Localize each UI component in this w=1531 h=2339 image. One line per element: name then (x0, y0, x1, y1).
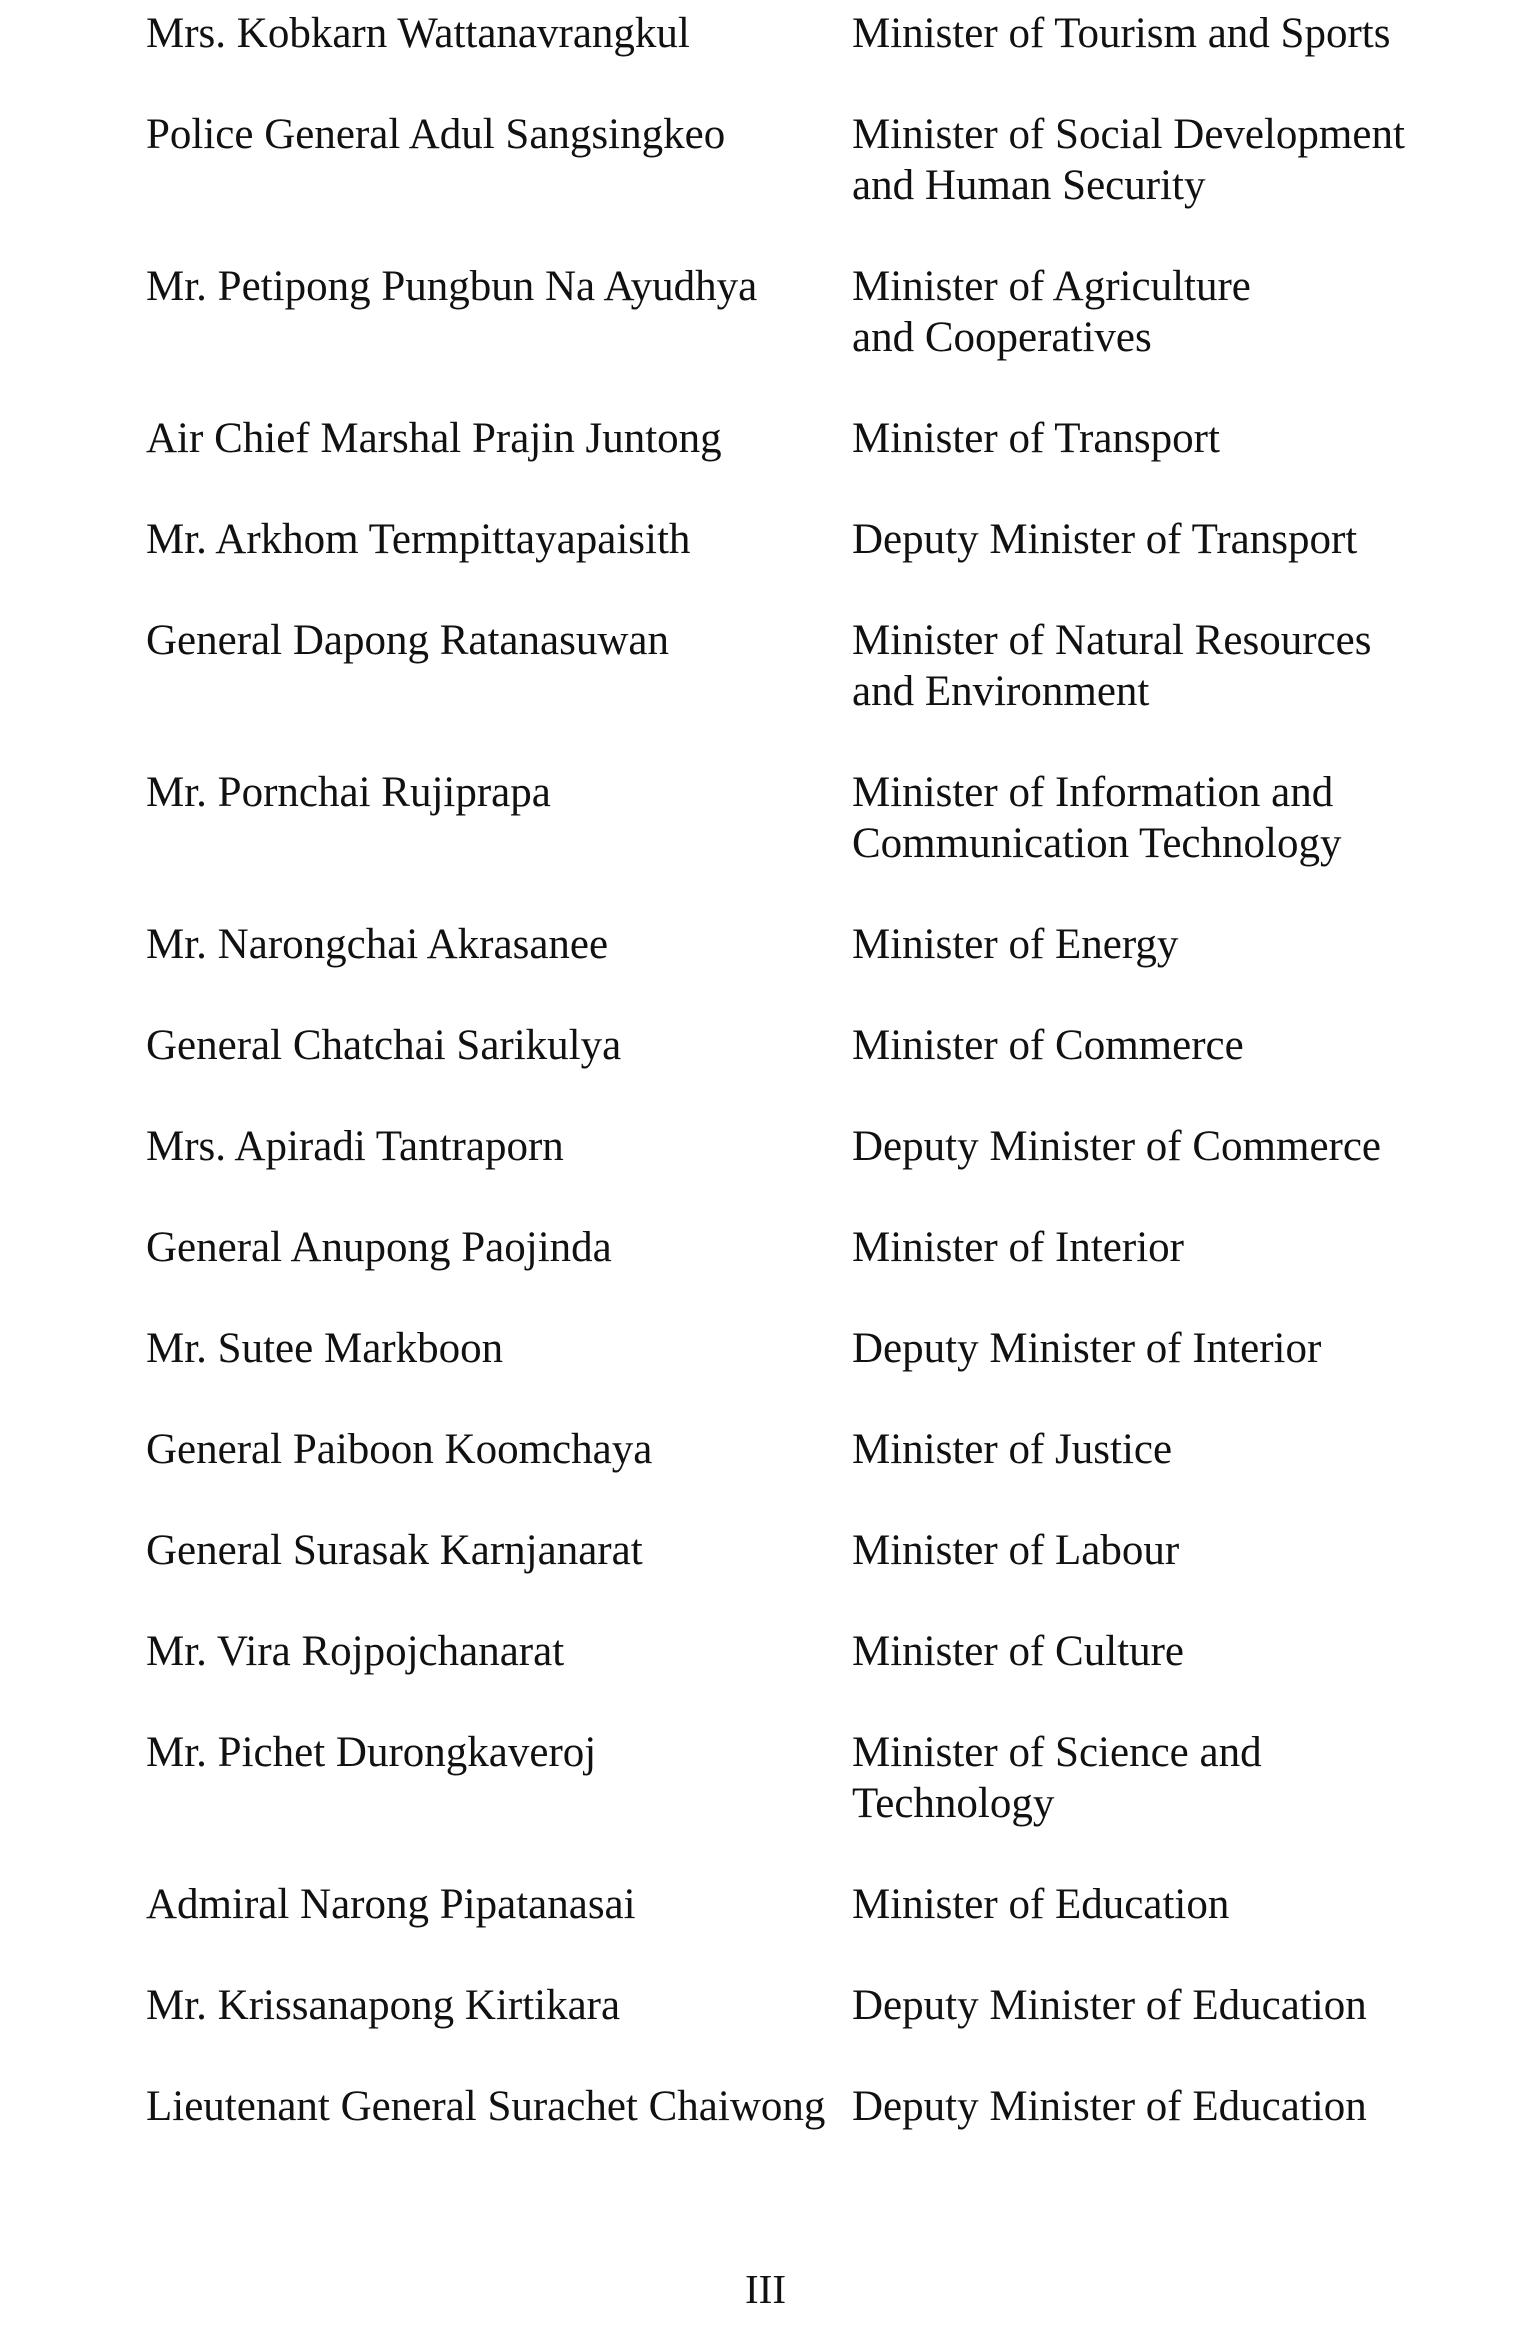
roster-row (146, 413, 1436, 464)
roster-row (146, 2081, 1436, 2132)
roster-row (146, 1020, 1436, 1071)
member-name: Mr. Vira Rojpojchanarat (146, 1628, 565, 1675)
roster-row (146, 1525, 1436, 1576)
member-position: Minister of Interior (852, 1224, 1184, 1271)
member-position: Minister of Education (852, 1881, 1230, 1928)
roster-row (146, 615, 1436, 717)
member-position: Minister of Tourism and Sports (852, 10, 1391, 57)
roster-row (146, 1980, 1436, 2031)
member-name: Mr. Narongchai Akrasanee (146, 921, 609, 968)
roster-row (146, 1222, 1436, 1273)
member-position: Deputy Minister of Education (852, 1982, 1367, 2029)
member-name: Mr. Petipong Pungbun Na Ayudhya (146, 263, 758, 310)
member-position: Deputy Minister of Transport (852, 516, 1358, 563)
member-name: Air Chief Marshal Prajin Juntong (146, 415, 722, 462)
member-position: Minister of Science and Technology (852, 1729, 1262, 1827)
member-name: Mr. Pornchai Rujiprapa (146, 769, 551, 816)
member-position: Minister of Justice (852, 1426, 1173, 1473)
member-name: Mr. Arkhom Termpittayapaisith (146, 516, 691, 563)
member-name: General Anupong Paojinda (146, 1224, 612, 1271)
roster-row (146, 1626, 1436, 1677)
roster-row (146, 1121, 1436, 1172)
roster-row (146, 1879, 1436, 1930)
roster-row (146, 767, 1436, 869)
cabinet-roster (146, 8, 1436, 2182)
member-position: Deputy Minister of Education (852, 2083, 1367, 2130)
member-position: Minister of Commerce (852, 1022, 1244, 1069)
member-name: Lieutenant General Surachet Chaiwong (146, 2083, 826, 2130)
roster-row (146, 109, 1436, 211)
member-position: Minister of Social Development and Human Security (852, 111, 1405, 209)
roster-row (146, 1424, 1436, 1475)
member-position: Deputy Minister of Commerce (852, 1123, 1382, 1170)
member-position: Minister of Natural Resources and Environment (852, 617, 1372, 715)
member-name: Admiral Narong Pipatanasai (146, 1881, 636, 1928)
member-position: Deputy Minister of Interior (852, 1325, 1322, 1372)
member-position: Minister of Agriculture and Cooperatives (852, 263, 1251, 361)
member-name: General Chatchai Sarikulya (146, 1022, 622, 1069)
roster-row (146, 8, 1436, 59)
member-name: Mr. Krissanapong Kirtikara (146, 1982, 621, 2029)
roster-row (146, 1727, 1436, 1829)
member-name: Mr. Sutee Markboon (146, 1325, 504, 1372)
member-position: Minister of Information and Communication Technology (852, 769, 1342, 867)
member-position: Minister of Energy (852, 921, 1179, 968)
member-name: General Surasak Karnjanarat (146, 1527, 643, 1574)
roster-row (146, 1323, 1436, 1374)
roster-row (146, 514, 1436, 565)
member-position: Minister of Labour (852, 1527, 1180, 1574)
member-position: Minister of Transport (852, 415, 1220, 462)
member-name: Mrs. Apiradi Tantraporn (146, 1123, 564, 1170)
member-name: Police General Adul Sangsingkeo (146, 111, 726, 158)
member-name: Mrs. Kobkarn Wattanavrangkul (146, 10, 690, 57)
member-position: Minister of Culture (852, 1628, 1185, 1675)
roster-row (146, 919, 1436, 970)
member-name: General Dapong Ratanasuwan (146, 617, 669, 664)
page-number: III (745, 2266, 786, 2312)
member-name: Mr. Pichet Durongkaveroj (146, 1729, 597, 1776)
roster-row (146, 261, 1436, 363)
member-name: General Paiboon Koomchaya (146, 1426, 653, 1473)
